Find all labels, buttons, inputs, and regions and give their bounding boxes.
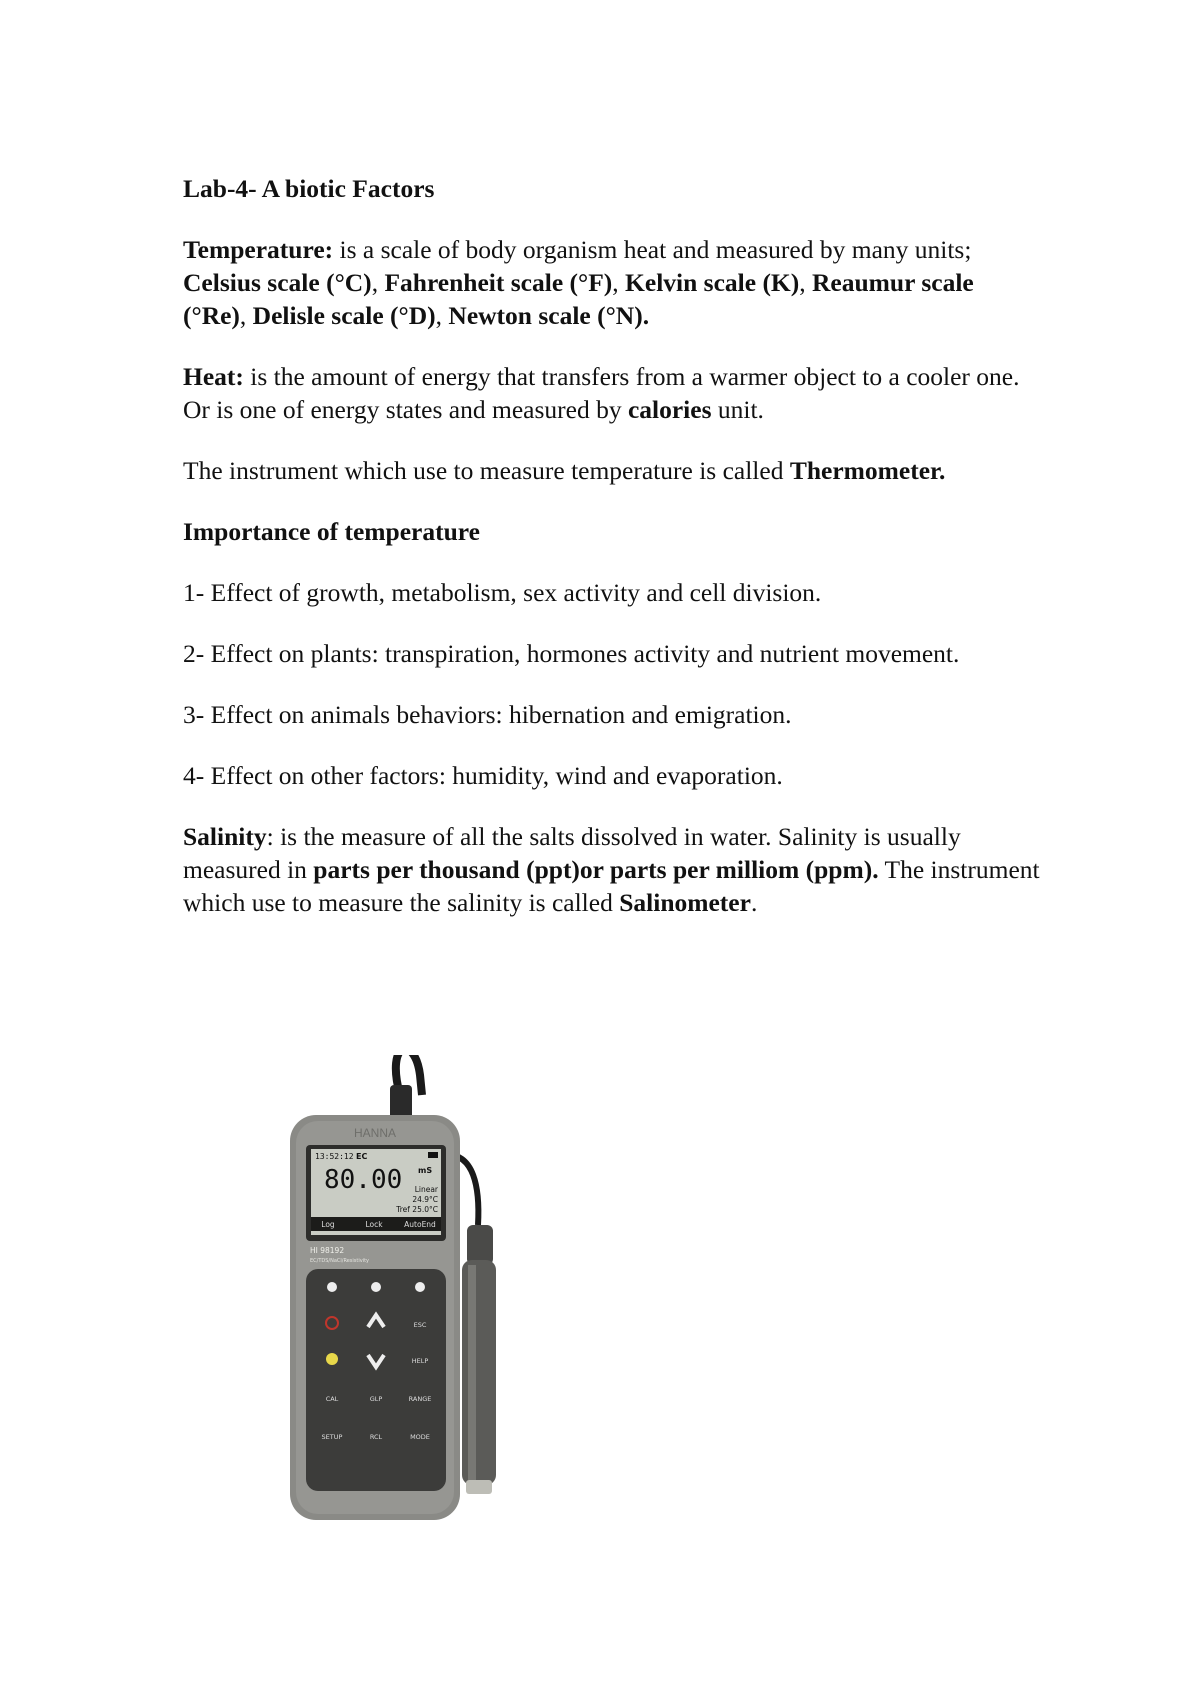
softkey-lock: Lock: [365, 1220, 383, 1229]
salinity-paragraph: Salinity: is the measure of all the salts dissolved in water. Salinity is usually measured in parts per thousand (ppt)or parts per milliom (ppm). The instrument which use to measure the salinity is called Salinometer.: [183, 822, 1040, 917]
probe: [462, 1225, 496, 1494]
softkey-autoend: AutoEnd: [404, 1220, 436, 1229]
range-key: RANGE: [408, 1395, 432, 1403]
meter-mode: EC: [356, 1152, 368, 1161]
unit-celsius: Celsius scale (°C): [183, 268, 372, 297]
meter-info-2: 24.9°C: [412, 1195, 438, 1204]
heat-paragraph: Heat: is the amount of energy that transfers from a warmer object to a cooler one. Or is one of energy states and measured by calories unit.: [183, 362, 1020, 424]
softkey-log: Log: [321, 1220, 335, 1229]
meter-body: [290, 1115, 460, 1520]
setup-key: SETUP: [321, 1433, 343, 1441]
importance-item-1: 1- Effect of growth, metabolism, sex activity and cell division.: [183, 578, 822, 607]
meter-info-3: Tref 25.0°C: [396, 1205, 438, 1214]
importance-item-2: 2- Effect on plants: transpiration, hormones activity and nutrient movement.: [183, 639, 960, 668]
unit-fahrenheit: Fahrenheit scale (°F): [384, 268, 613, 297]
keypad: [306, 1269, 446, 1491]
salinity-label: Salinity: [183, 822, 267, 851]
mode-key: MODE: [410, 1433, 430, 1441]
thermometer-term: Thermometer.: [789, 456, 946, 485]
document-title: Lab-4- A biotic Factors: [183, 174, 435, 203]
meter-time: 13:52:12: [315, 1152, 354, 1161]
thermometer-paragraph: The instrument which use to measure temperature is called Thermometer.: [183, 456, 946, 485]
model-subtitle: EC/TDS/NaCl/Resistivity: [310, 1258, 370, 1264]
meter-reading: 80.00: [324, 1165, 403, 1195]
salinometer-term: Salinometer: [619, 888, 751, 917]
importance-item-3: 3- Effect on animals behaviors: hibernation and emigration.: [183, 700, 792, 729]
cal-key: CAL: [325, 1395, 339, 1403]
importance-heading: Importance of temperature: [183, 517, 480, 546]
heat-label: Heat:: [183, 362, 244, 391]
meter-info-1: Linear: [414, 1185, 438, 1194]
unit-reaumur: Reaumur scale (°Re): [183, 268, 974, 330]
rcl-key: RCL: [369, 1433, 383, 1441]
glp-key: GLP: [369, 1395, 383, 1403]
model-number: HI 98192: [310, 1246, 345, 1255]
calories-term: calories: [627, 395, 712, 424]
unit-newton: Newton scale (°N).: [448, 301, 650, 330]
document-body: [183, 172, 1043, 947]
importance-item-4: 4- Effect on other factors: humidity, wind and evaporation.: [183, 761, 783, 790]
unit-kelvin: Kelvin scale (K): [625, 268, 800, 297]
temperature-paragraph: Temperature: is a scale of body organism heat and measured by many units; Celsius scale (°C), Fahrenheit scale (°F), Kelvin scale (K), Reaumur scale (°Re), Delisle scale (°D), Newton scale (°N).: [183, 235, 974, 330]
light-icon: [326, 1353, 338, 1365]
salinity-units: parts per thousand (ppt)or parts per milliom (ppm).: [313, 855, 879, 884]
brand-logo: HANNA: [353, 1126, 397, 1140]
unit-delisle: Delisle scale (°D): [252, 301, 436, 330]
salinometer-image: [290, 1055, 530, 1525]
meter-unit: mS: [418, 1166, 433, 1175]
help-key: HELP: [411, 1357, 429, 1365]
temperature-label: Temperature:: [183, 235, 334, 264]
esc-key: ESC: [413, 1321, 427, 1329]
